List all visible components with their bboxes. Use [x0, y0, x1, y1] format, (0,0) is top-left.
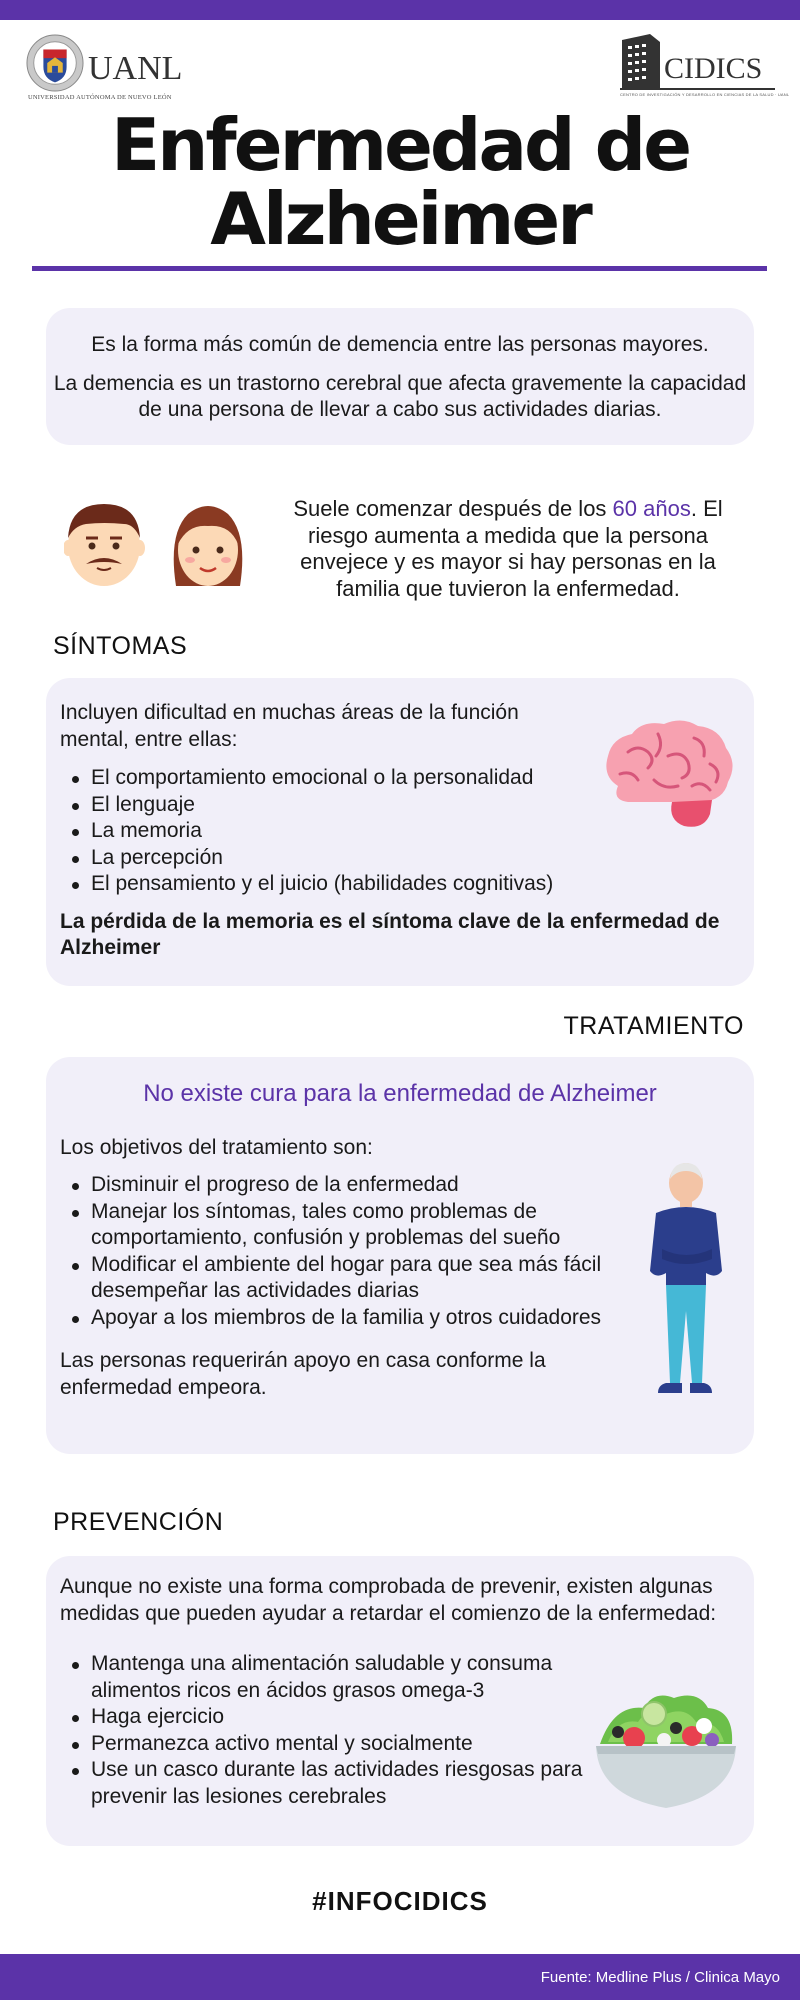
title-line-1: Enfermedad de [110, 103, 690, 187]
elderly-couple-faces-icon [64, 494, 264, 590]
list-item: Manejar los síntomas, tales como problemas de comportamiento, confusión y problemas del sueño [60, 1199, 620, 1252]
tratamiento-list [60, 1172, 620, 1331]
section-title-sintomas: SÍNTOMAS [53, 632, 188, 660]
list-item: La memoria [60, 818, 740, 845]
age-text-end: . El riesgo aumenta a medida que la persona envejece y es mayor si hay personas en la familia que tuvieron la enfermedad. [300, 496, 723, 601]
section-title-prevencion: PREVENCIÓN [53, 1508, 224, 1536]
source-citation: Fuente: Medline Plus / Clinica Mayo [540, 1969, 780, 1986]
elderly-man-icon [636, 1161, 732, 1401]
salad-bowl-icon [594, 1684, 738, 1814]
prevencion-card [46, 1556, 754, 1846]
prevencion-lead: Aunque no existe una forma comprobada de prevenir, existen algunas medidas que pueden ayudar a retardar el comienzo de la enfermedad: [60, 1575, 717, 1625]
tratamiento-lead: Los objetivos del tratamiento son: [60, 1135, 373, 1159]
prevencion-list [60, 1651, 620, 1810]
uanl-wordmark: UANL [88, 50, 183, 87]
intro-paragraph-2: La demencia es un trastorno cerebral que afecta gravemente la capacidad de una persona de llevar a cabo sus actividades diarias. [53, 372, 747, 421]
brain-icon [598, 716, 738, 836]
tratamiento-card [46, 1057, 754, 1454]
list-item: Mantenga una alimentación saludable y consuma alimentos ricos en ácidos grasos omega-3 [60, 1651, 620, 1704]
list-item: Haga ejercicio [60, 1704, 620, 1731]
cidics-wordmark: CIDICS [664, 52, 763, 85]
top-accent-bar [0, 0, 800, 20]
page-title [0, 103, 800, 261]
intro-paragraph-1: Es la forma más común de demencia entre las personas mayores. [91, 333, 709, 356]
cidics-subtitle: CENTRO DE INVESTIGACIÓN Y DESARROLLO EN CIENCIAS DE LA SALUD · UANL [620, 92, 790, 97]
hashtag: #INFOCIDICS [312, 1886, 488, 1916]
age-highlight: 60 años [612, 496, 691, 521]
tratamiento-foot: Las personas requerirán apoyo en casa conforme la enfermedad empeora. [60, 1349, 546, 1399]
list-item: Disminuir el progreso de la enfermedad [60, 1172, 620, 1199]
list-item: Apoyar a los miembros de la familia y otros cuidadores [60, 1305, 620, 1332]
sintomas-lead: Incluyen dificultad en muchas áreas de la función mental, entre ellas: [60, 701, 519, 751]
intro-card [46, 308, 754, 445]
sintomas-key-statement: La pérdida de la memoria es el síntoma clave de la enfermedad de Alzheimer [60, 909, 720, 959]
cidics-building-icon [620, 32, 662, 90]
uanl-seal-icon [26, 34, 84, 92]
uanl-subtitle: UNIVERSIDAD AUTÓNOMA DE NUEVO LEÓN [28, 94, 172, 101]
cidics-underline [620, 88, 775, 90]
title-line-2: Alzheimer [210, 177, 590, 261]
sintomas-card [46, 678, 754, 986]
list-item: La percepción [60, 845, 740, 872]
list-item: El pensamiento y el juicio (habilidades cognitivas) [60, 871, 740, 898]
age-text-start: Suele comenzar después de los [293, 496, 613, 521]
footer-bar [0, 1954, 800, 2000]
section-title-tratamiento: TRATAMIENTO [563, 1012, 744, 1040]
list-item: Modificar el ambiente del hogar para que sea más fácil desempeñar las actividades diarias [60, 1252, 620, 1305]
list-item: El comportamiento emocional o la personalidad [60, 765, 740, 792]
age-risk-text [278, 496, 738, 602]
title-divider [32, 266, 767, 271]
list-item: El lenguaje [60, 792, 740, 819]
uanl-logo [26, 30, 186, 104]
tratamiento-heading: No existe cura para la enfermedad de Alzheimer [143, 1080, 657, 1107]
list-item: Permanezca activo mental y socialmente [60, 1731, 620, 1758]
list-item: Use un casco durante las actividades riesgosas para prevenir las lesiones cerebrales [60, 1757, 620, 1810]
cidics-logo [620, 30, 790, 100]
